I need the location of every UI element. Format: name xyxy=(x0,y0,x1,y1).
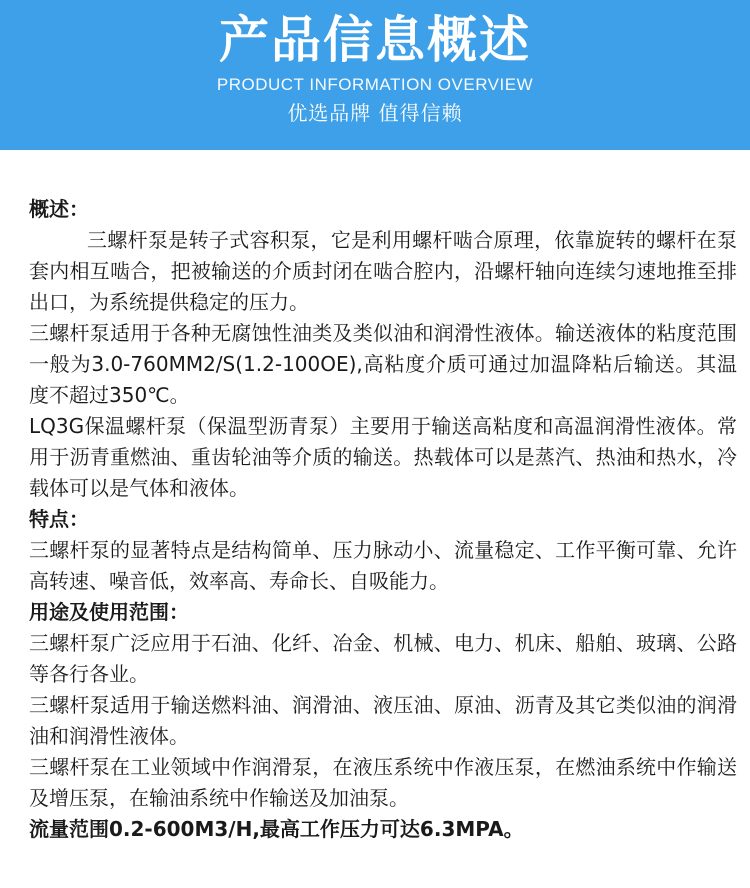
overview-heading: 概述： xyxy=(29,197,89,221)
usage-paragraph-1: 三螺杆泵广泛应用于石油、化纤、冶金、机械、电力、机床、船舶、玻璃、公路等各行各业。 xyxy=(29,631,737,686)
overview-paragraph-2: 三螺杆泵适用于各种无腐蚀性油类及类似油和润滑性液体。输送液体的粘度范围一般为3.0-760MM2/S(1.2-100OE),高粘度介质可通过加温降粘后输送。其温度不超过350℃。 xyxy=(29,321,737,407)
features-heading: 特点： xyxy=(29,507,89,531)
usage-paragraph-2: 三螺杆泵适用于输送燃料油、润滑油、液压油、原油、沥青及其它类似油的润滑油和润滑性液体。 xyxy=(29,693,737,748)
flow-range-summary: 流量范围0.2-600M3/H,最高工作压力可达6.3MPA。 xyxy=(29,817,524,841)
usage-paragraph-3: 三螺杆泵在工业领域中作润滑泵，在液压系统中作液压泵，在燃油系统中作输送及增压泵，在输油系统中作输送及加油泵。 xyxy=(29,755,737,810)
overview-paragraph-1: 三螺杆泵是转子式容积泵，它是利用螺杆啮合原理，依靠旋转的螺杆在泵套内相互啮合，把被输送的介质封闭在啮合腔内，沿螺杆轴向连续匀速地推至排出口，为系统提供稳定的压力。 xyxy=(29,228,737,314)
banner-subtitle-zh: 优选品牌 值得信赖 xyxy=(287,101,463,125)
header-banner xyxy=(0,0,750,150)
overview-paragraph-3: LQ3G保温螺杆泵（保温型沥青泵）主要用于输送高粘度和高温润滑性液体。常用于沥青重燃油、重齿轮油等介质的输送。热载体可以是蒸汽、热油和热水，冷载体可以是气体和液体。 xyxy=(29,414,737,500)
features-paragraph: 三螺杆泵的显著特点是结构简单、压力脉动小、流量稳定、工作平衡可靠、允许高转速、噪音低，效率高、寿命长、自吸能力。 xyxy=(29,538,737,593)
product-description xyxy=(29,194,737,845)
usage-heading: 用途及使用范围： xyxy=(29,600,189,624)
banner-title: 产品信息概述 xyxy=(219,11,531,69)
banner-subtitle-en: PRODUCT INFORMATION OVERVIEW xyxy=(216,75,534,94)
